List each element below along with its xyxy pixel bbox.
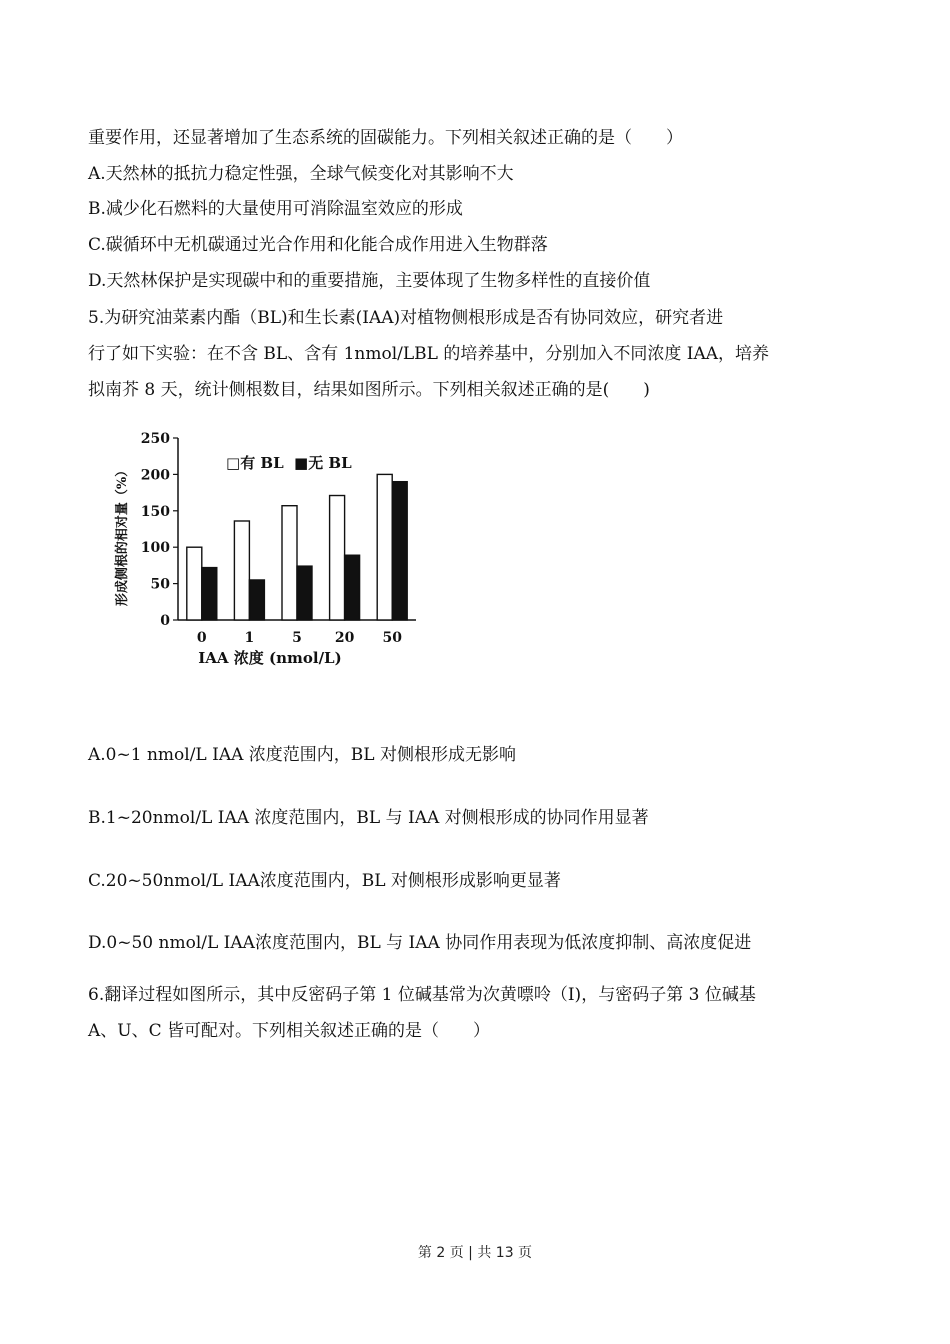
bar-with-bl xyxy=(187,547,202,620)
x-tick-label: 5 xyxy=(292,630,302,646)
q4-stem: 重要作用，还显著增加了生态系统的固碳能力。下列相关叙述正确的是（ ） xyxy=(88,128,683,148)
bar-with-bl xyxy=(330,496,345,620)
legend-swatch: ■ xyxy=(294,454,309,472)
y-tick-label: 250 xyxy=(140,431,170,447)
legend-swatch: □ xyxy=(226,454,241,472)
q5-option-b: B.1~20nmol/L IAA 浓度范围内，BL 与 IAA 对侧根形成的协同作用显著 xyxy=(88,808,649,828)
x-tick-label: 50 xyxy=(382,630,402,646)
bar-chart xyxy=(108,420,428,670)
q4-option-c: C.碳循环中无机碳通过光合作用和化能合成作用进入生物群落 xyxy=(88,235,548,255)
q6-stem-line-2: A、U、C 皆可配对。下列相关叙述正确的是（ ） xyxy=(88,1021,491,1041)
chart-x-label: IAA 浓度 (nmol/L) xyxy=(198,649,342,667)
legend-label: 无 BL xyxy=(308,454,352,472)
q5-stem-line-3: 拟南芥 8 天，统计侧根数目，结果如图所示。下列相关叙述正确的是( ) xyxy=(88,380,650,400)
y-tick-label: 200 xyxy=(140,467,170,484)
q4-option-b: B.减少化石燃料的大量使用可消除温室效应的形成 xyxy=(88,199,463,219)
q5-stem-line-2: 行了如下实验：在不含 BL、含有 1nmol/LBL 的培养基中，分别加入不同浓度 IAA，培养 xyxy=(88,344,770,364)
x-tick-label: 20 xyxy=(334,630,355,646)
bar-with-bl xyxy=(377,474,392,620)
q5-stem-line-1: 5.为研究油菜素内酯（BL)和生长素(IAA)对植物侧根形成是否有协同效应，研究者进 xyxy=(88,308,724,328)
chart-y-label: 形成侧根的相对量（%） xyxy=(115,463,130,607)
chart-legend xyxy=(226,454,352,472)
bar-without-bl xyxy=(345,555,360,620)
y-tick-label: 50 xyxy=(150,576,170,593)
q6-stem-line-1: 6.翻译过程如图所示，其中反密码子第 1 位碱基常为次黄嘌呤（I)，与密码子第 3 位碱基 xyxy=(88,985,756,1005)
legend-label: 有 BL xyxy=(240,454,284,472)
q4-option-a: A.天然林的抵抗力稳定性强，全球气候变化对其影响不大 xyxy=(88,164,514,184)
y-tick-label: 0 xyxy=(160,613,170,629)
bar-without-bl xyxy=(297,566,312,620)
chart-bars xyxy=(187,474,407,620)
legend-entry-with-bl xyxy=(226,454,284,472)
q5-option-a: A.0~1 nmol/L IAA 浓度范围内，BL 对侧根形成无影响 xyxy=(88,745,516,765)
y-tick-label: 100 xyxy=(140,540,170,557)
x-tick-label: 0 xyxy=(196,630,207,646)
y-tick-label: 150 xyxy=(140,503,170,520)
q5-option-c: C.20~50nmol/L IAA浓度范围内，BL 对侧根形成影响更显著 xyxy=(88,871,561,891)
x-tick-label: 1 xyxy=(244,630,255,646)
legend-entry-without-bl xyxy=(294,454,352,472)
bar-without-bl xyxy=(202,568,217,620)
bar-without-bl xyxy=(249,580,264,620)
q5-option-d: D.0~50 nmol/L IAA浓度范围内，BL 与 IAA 协同作用表现为低浓度抑制、高浓度促进 xyxy=(88,933,752,953)
page-footer: 第 2 页 | 共 13 页 xyxy=(417,1245,533,1261)
bar-with-bl xyxy=(282,506,297,620)
bar-without-bl xyxy=(392,482,407,620)
bar-with-bl xyxy=(234,521,249,620)
q4-option-d: D.天然林保护是实现碳中和的重要措施，主要体现了生物多样性的直接价值 xyxy=(88,271,651,291)
